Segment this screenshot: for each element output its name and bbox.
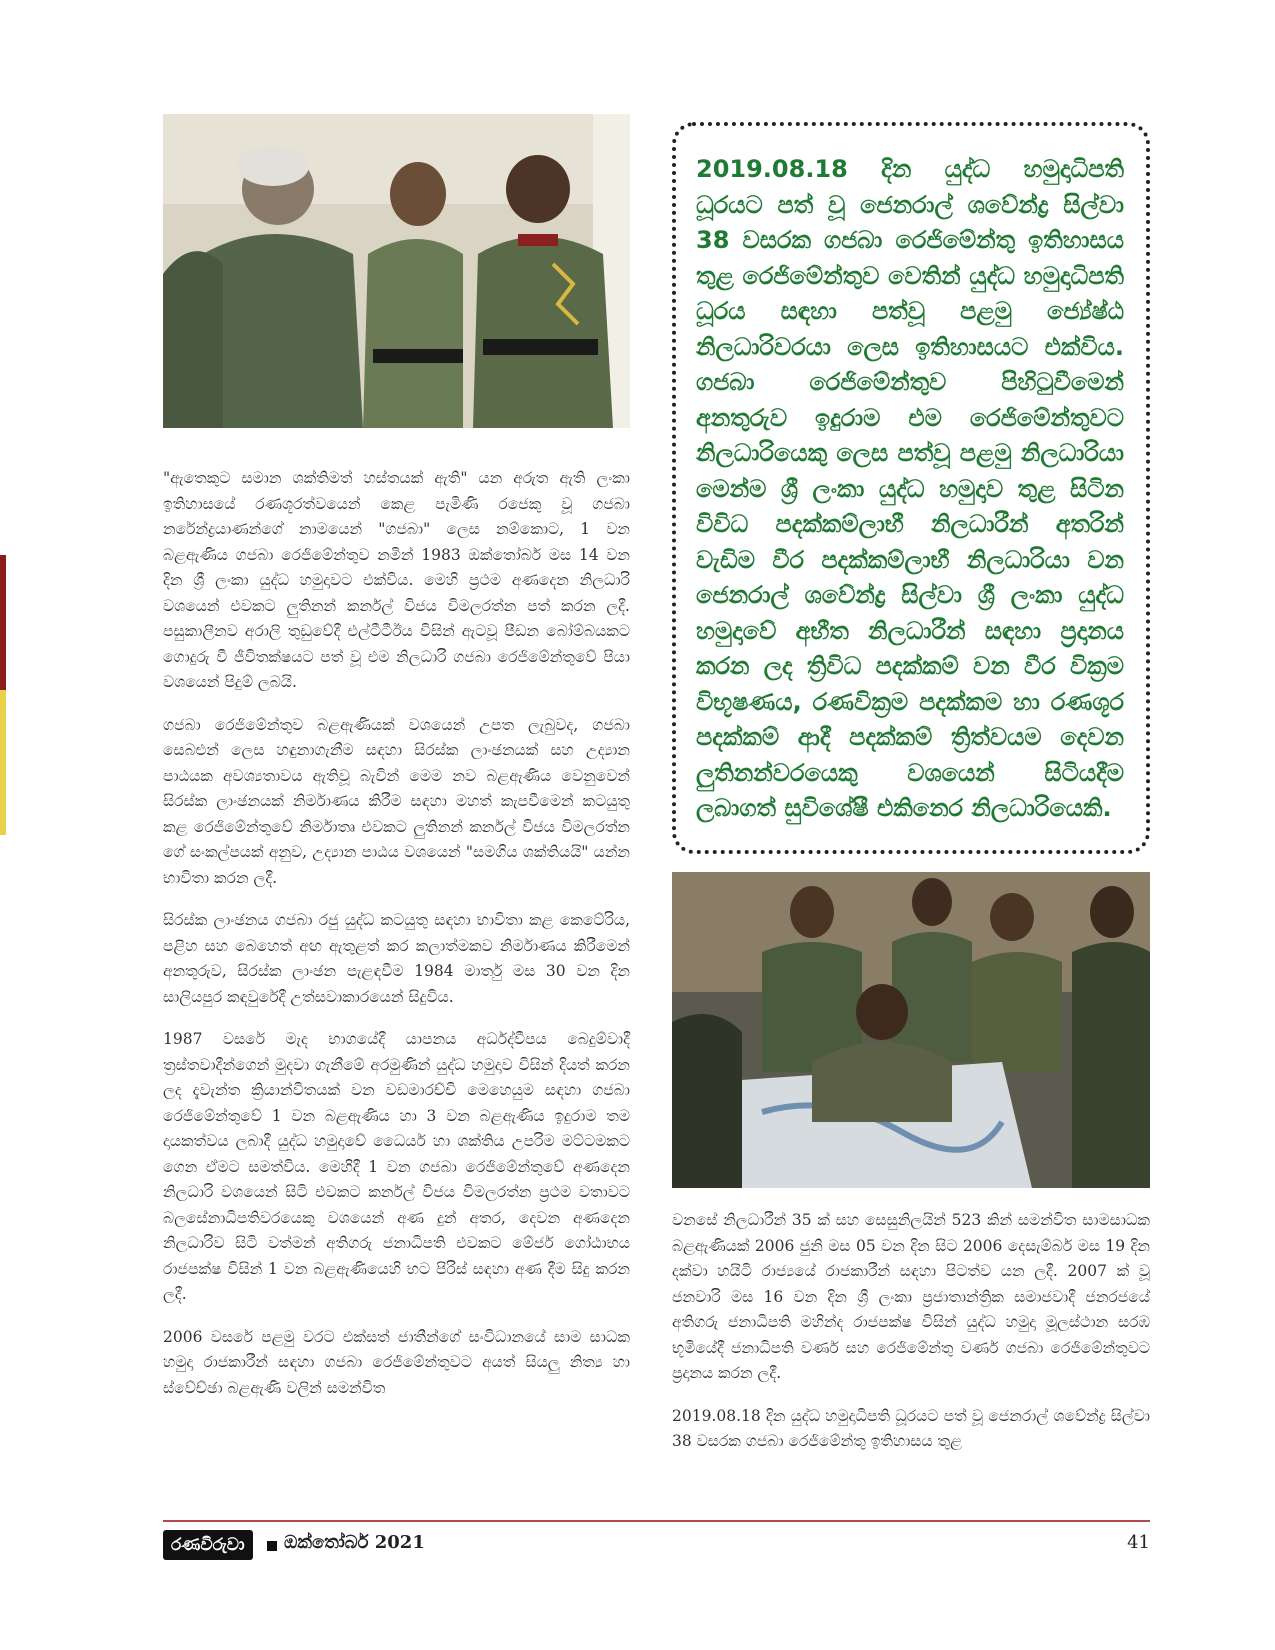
page-number: 41 (1127, 1532, 1150, 1553)
footer-bullet (267, 1541, 277, 1551)
left-paragraph-1: "ඇතෙකුට සමාන ශක්තිමත් හස්තයක් ඇති" යන අරුත ඇති ලංකා ඉතිහාසයේ රණශූරත්වයෙන් කෙළ පැමිණි රජෙකු වූ ගජබා නරේන්ද්‍රයාණන්ගේ නාමයෙන් "ගජබා" ලෙස නම්කොට, 1 වන බළඇණිය ගජබා රෙජිමේන්තුව නමින් 1983 ඔක්තෝබර් මස 14 වන දින ශ්‍රී ලංකා යුද්ධ හමුදාවට එක්විය. මෙහි ප්‍රථම අණදෙන නිලධාරි වශයෙන් එවකට ලුතිනන් කර්නල් විජය විමලරත්න පත් කරන ලදී. පසුකාලීනව අරාලි තුඩුවේදී එල්ටීටීඊය විසින් ඇටවූ පීඩන බෝම්බයකට ගොදුරු වී ජීවිතක්ෂයට පත් වූ එම නිලධාරි ගජබා රෙජිමේන්තුවේ පියා වශයෙන් පිදුම් ලබයි. (163, 469, 630, 691)
callout-box (672, 122, 1150, 854)
footer-rule (163, 1520, 1150, 1522)
left-paragraph-5: 2006 වසරේ පළමු වරට එක්සත් ජාතීන්ගේ සංවිධානයේ සාම සාධක හමුදා රාජකාරීන් සඳහා ගජබා රෙජිමේන්තුවට අයත් සියලු නිත්‍ය හා ස්වේච්ඡා බළඇණි වලින් සමන්විත (163, 1327, 630, 1397)
photo-officers-greeting (163, 114, 630, 428)
right-paragraph-1: වනසේ නිලධාරීන් 35 ක් සහ සෙසුනිලයින් 523 කින් සමන්විත සාමසාධක බළඇණියක් 2006 ජුනි මස 05 වන දින සිට 2006 දෙසැම්බර් මස 19 දින දක්වා හයිටි රාජ්‍යයේ රාජකාරීන් සඳහා පිටත්ව යන ලදී. 2007 ක් වූ ජනවාරි මස 16 වන දින ශ්‍රී ලංකා ප්‍රජාතාන්ත්‍රික සමාජවාදී ජනරජයේ අතිගරු ජනාධිපති මහින්ද රාජපක්ෂ විසින් යුද්ධ හමුදා මූලස්ථාන සරඹ භූමියේදී ජනාධිපති වර්ණ සහ රෙජිමේන්තු වර්ණ ගජබා රෙජිමේන්තුවට ප්‍රදානය කරන ලදී. (672, 1211, 1150, 1382)
photo-officers-at-map-table (672, 872, 1150, 1188)
left-column (163, 466, 630, 1418)
edge-strip-red (0, 555, 6, 690)
right-paragraph-2: 2019.08.18 දින යුද්ධ හමුදාධිපති ධූරයට පත් වූ ජෙනරාල් ශවේන්ද්‍ර සිල්වා 38 වසරක ගජබා රෙජිමේන්තු ඉතිහාසය තුළ (672, 1406, 1150, 1450)
magazine-logo: රණවිරුවා (163, 1530, 253, 1560)
callout-text: 2019.08.18 දින යුද්ධ හමුදාධිපති ධූරයට පත් වූ ජෙනරාල් ශවේන්ද්‍ර සිල්වා 38 වසරක ගජබා රෙජිමේන්තු ඉතිහාසය තුළ රෙජිමේන්තුව වෙතින් යුද්ධ හමුදාධිපති ධූරය සඳහා පත්වූ පළමු ජ්‍යේෂ්ඨ නිලධාරිවරයා ලෙස ඉතිහාසයට එක්විය. ගජබා රෙජිමේන්තුව පිහිටුවීමෙන් අනතුරුව ඉදුරාම එම රෙජිමේන්තුවට නිලධාරියෙකු ලෙස පත්වූ පළමු නිලධාරියා මෙන්ම ශ්‍රී ලංකා යුද්ධ හමුදාව තුළ සිටින විවිධ පදක්කම්ලාභී නිලධාරීන් අතරින් වැඩිම වීර පදක්කම්ලාභී නිලධාරියා වන ජෙනරාල් ශවේන්ද්‍ර සිල්වා ශ්‍රී ලංකා යුද්ධ හමුදාවේ අභීත නිලධාරීන් සඳහා ප්‍රදානය කරන ලද ත්‍රිවිධ පදක්කම් වන වීර වික්‍රම විභූෂණය, රණවික්‍රම පදක්කම හා රණශූර පදක්කම් ආදී පදක්කම් ත්‍රිත්වයම දෙවන ලුතිනන්වරයෙකු වශයෙන් සිටියදීම ලබාගත් සුවිශේෂී එකිනෙර නිලධාරියෙකි. (696, 155, 1124, 822)
edge-strip-yellow (0, 690, 6, 835)
right-column (672, 1208, 1150, 1472)
issue-date: ඔක්තෝබර් 2021 (284, 1532, 425, 1553)
left-paragraph-2: ගජබා රෙජිමේන්තුව බළඇණියක් වශයෙන් උපත ලැබුවද, ගජබා සෙබළුන් ලෙස හඳුනාගැනීම සඳහා සිරස්ක ලාංඡනයක් සහ උද්‍යාන පාඨයක අවශ්‍යතාවය ඇතිවූ බැවින් මෙම නව බළඇණිය වෙනුවෙන් සිරස්ක ලාංඡනයක් නිර්මාණය කිරීම සඳහා මහත් කැපවීමෙන් කටයුතු කළ රෙජිමේන්තුවේ නිර්මාතෘ එවකට ලුතිනන් කර්නල් විජය විමලරත්න ගේ සංකල්පයක් අනුව, උද්‍යාන පාඨය වශයෙන් "සමගිය ශක්තියයි" යන්න භාවිතා කරන ලදී. (163, 715, 630, 887)
left-paragraph-3: සිරස්ක ලාංඡනය ගජබා රජු යුද්ධ කටයුතු සඳහා භාවිතා කළ කෙටේරිය, පළිහ සහ බෙහෙත් අඟ ඇතුළත් කර කලාත්මකව නිර්මාණය කිරීමෙන් අනතුරුව, සිරස්ක ලාංඡන පැළඳවීම 1984 මාර්තු මස 30 වන දින සාලියපුර කඳවුරේදී උත්සවාකාරයෙන් සිදුවිය. (163, 911, 630, 1006)
left-paragraph-4: 1987 වසරේ මැද භාගයේදී යාපනය අර්ධද්වීපය බෙදුම්වාදී ත්‍රස්තවාදීන්ගෙන් මුදවා ගැනීමේ අරමුණින් යුද්ධ හමුදාව විසින් දියත් කරන ලද දැවැන්ත ක්‍රියාන්විතයක් වන වඩමාරච්චි මෙහෙයුම සඳහා ගජබා රෙජිමේන්තුවේ 1 වන බළඇණිය හා 3 වන බළඇණිය ඉදුරාම තම දායකත්වය ලබාදී යුද්ධ හමුදාවේ ධෛර්ය හා ශක්තිය උපරිම මට්ටමකට ගෙන ඒමට සමත්විය. මෙහිදී 1 වන ගජබා රෙජිමේන්තුවේ අණදෙන නිලධාරි වශයෙන් සිටි එවකට කර්නල් විජය විමලරත්න ප්‍රථම වතාවට බලසේනාධිපතිවරයෙකු වශයෙන් අණ දුන් අතර, දෙවන අණදෙන නිලධාරිව සිටි වත්මන් අතිගරු ජනාධිපති එවකට මේජර් ගෝඨාභය රාජපක්ෂ විසින් 1 වන බළඇණියෙහි භට පිරිස් සඳහා අණ දීම සිදු කරන ලදී. (163, 1030, 630, 1303)
